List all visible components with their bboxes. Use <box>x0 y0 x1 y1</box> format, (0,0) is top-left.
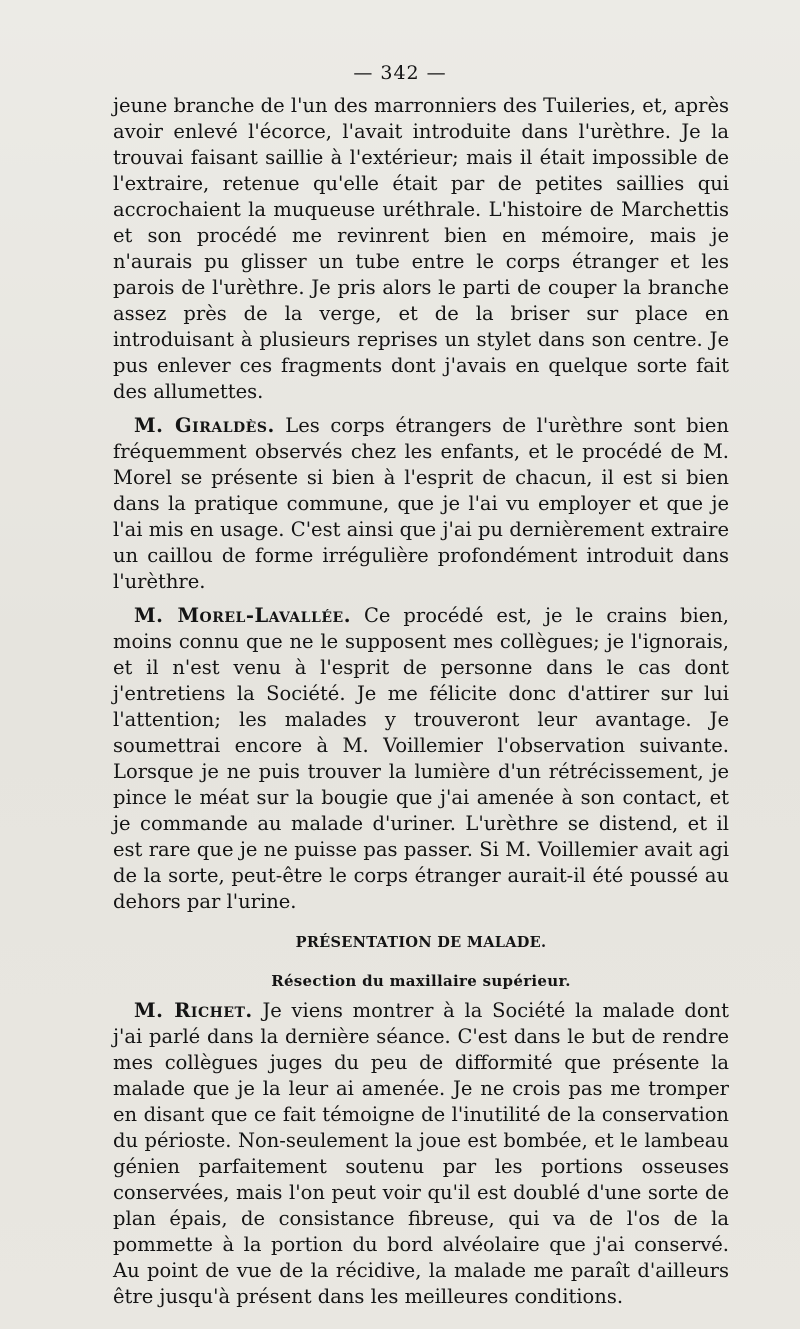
speaker-name: M. Richet. <box>134 999 253 1022</box>
paragraph-morel-lavallee <box>113 603 729 915</box>
paragraph-giraldes <box>113 413 729 595</box>
paragraph-text: Ce procédé est, je le crains bien, moins connu que ne le supposent mes collègues; je l'ignorais, et il n'est venu à l'esprit de personne dans le cas dont j'entretiens la Société. Je me félicite donc d'attirer sur lui l'attention; les malades y trouveront leur avantage. Je soumettrai encore à M. Voillemier l'observation suivante. Lorsque je ne puis trouver la lumière d'un rétrécissement, je pince le méat sur la bougie que j'ai amenée à son contact, et je commande au malade d'uriner. L'urèthre se distend, et il est rare que je ne puisse pas passer. Si M. Voillemier avait agi de la sorte, peut-être le corps étranger aurait-il été poussé au dehors par l'urine. <box>113 604 729 913</box>
paragraph-text: Je viens montrer à la Société la malade dont j'ai parlé dans la dernière séance. C'est dans le but de rendre mes collègues juges du peu de difformité que présente la malade que je la leur ai amenée. Je ne crois pas me tromper en disant que ce fait témoigne de l'inutilité de la conservation du périoste. Non-seulement la joue est bombée, et le lambeau génien parfaitement soutenu par les portions osseuses conservées, mais l'on peut voir qu'il est doublé d'une sorte de plan épais, de consistance fibreuse, qui va de l'os de la pommette à la portion du bord alvéolaire que j'ai conservé. Au point de vue de la récidive, la malade me paraît d'ailleurs être jusqu'à présent dans les meilleures conditions. <box>113 999 729 1308</box>
subsection-heading: Résection du maxillaire supérieur. <box>271 972 571 990</box>
paragraph-text: Les corps étrangers de l'urèthre sont bien fréquemment observés chez les enfants, et le procédé de M. Morel se présente si bien à l'esprit de chacun, il est si bien dans la pratique commune, que je l'ai vu employer et que je l'ai mis en usage. C'est ainsi que j'ai pu dernièrement extraire un caillou de forme irrégulière profondément introduit dans l'urèthre. <box>113 414 729 593</box>
body-text <box>113 93 729 1310</box>
paragraph-continuation: jeune branche de l'un des marronniers des Tuileries, et, après avoir enlevé l'écorce, l'avait introduite dans l'urèthre. Je la trouvai faisant saillie à l'extérieur; mais il était impossible de l'extraire, retenue qu'elle était par de petites saillies qui accrochaient la muqueuse uréthrale. L'histoire de Marchettis et son procédé me revinrent bien en mémoire, mais je n'aurais pu glisser un tube entre le corps étranger et les parois de l'urèthre. Je pris alors le parti de couper la branche assez près de la verge, et de la briser sur place en introduisant à plusieurs reprises un stylet dans son centre. Je pus enlever ces fragments dont j'avais en quelque sorte fait des allumettes. <box>113 94 729 403</box>
paragraph-richet <box>113 998 729 1310</box>
speaker-name: M. Morel-Lavallée. <box>134 604 351 627</box>
speaker-name: M. Giraldès. <box>134 414 275 437</box>
page-number: — 342 — <box>353 62 447 84</box>
section-heading: PRÉSENTATION DE MALADE. <box>295 934 547 951</box>
